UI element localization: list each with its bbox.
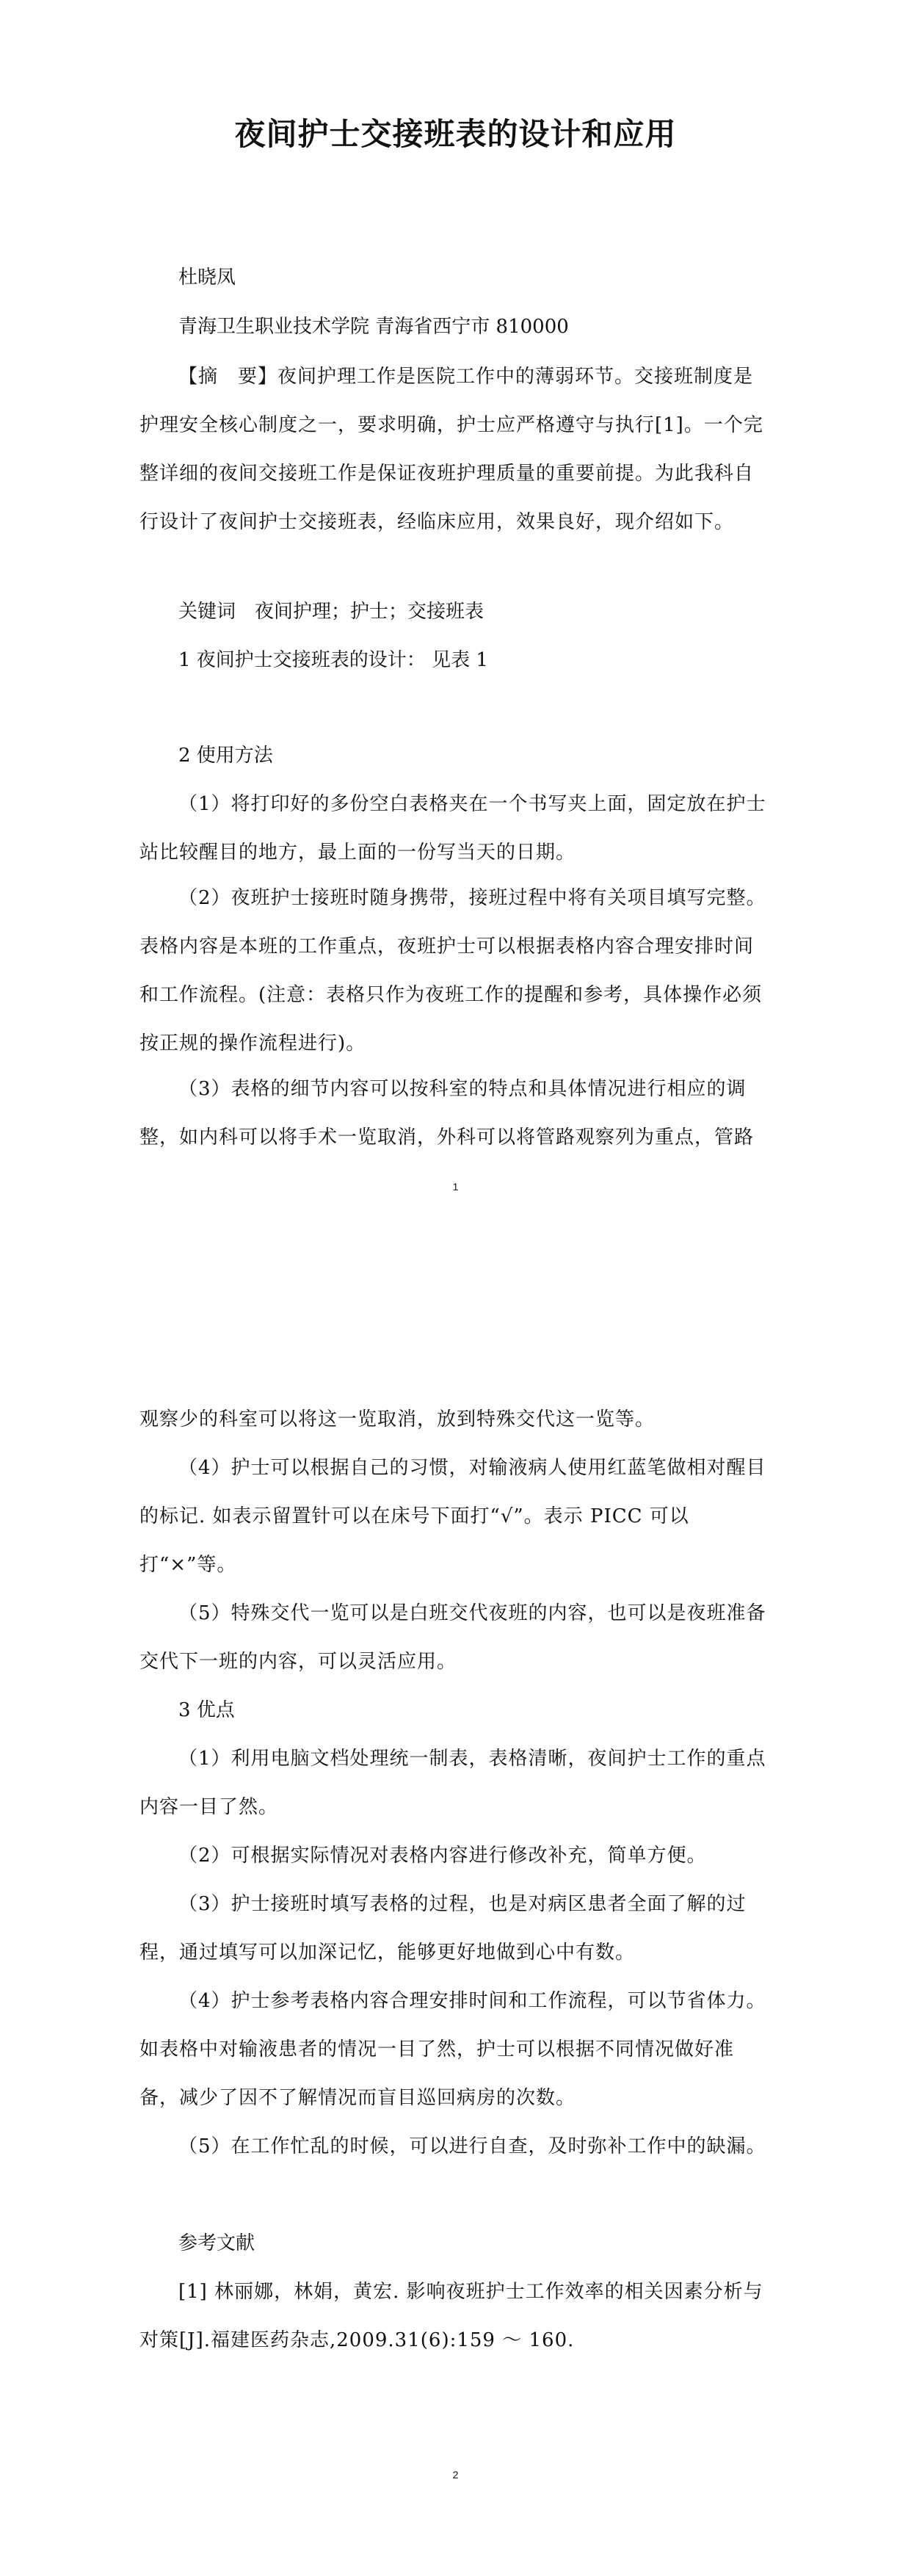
usage-item-2: （2）夜班护士接班时随身携带，接班过程中将有关项目填写完整。表格内容是本班的工作重点，夜班护士可以根据表格内容合理安排时间和工作流程。(注意：表格只作为夜班工作的提醒和参考，具体操作必须按正规的操作流程进行)。 <box>139 887 766 1054</box>
affiliation: 青海卫生职业技术学院 青海省西宁市 810000 <box>178 316 569 338</box>
advantage-item-2: （2）可根据实际情况对表格内容进行修改补充，简单方便。 <box>178 1845 707 1867</box>
usage-item-3-part-2: 观察少的科室可以将这一览取消，放到特殊交代这一览等。 <box>139 1408 656 1430</box>
usage-item-1: （1）将打印好的多份空白表格夹在一个书写夹上面，固定放在护士站比较醒目的地方，最上面的一份写当天的日期。 <box>139 793 766 864</box>
references-heading: 参考文献 <box>178 2232 255 2254</box>
advantage-item-1: （1）利用电脑文档处理统一制表，表格清晰，夜间护士工作的重点内容一目了然。 <box>139 1748 766 1818</box>
usage-item-5: （5）特殊交代一览可以是白班交代夜班的内容，也可以是夜班准备交代下一班的内容，可以灵活应用。 <box>139 1602 766 1673</box>
page-number: 1 <box>452 1181 459 1193</box>
page-2 <box>0 1288 911 2576</box>
author-name: 杜晓凤 <box>178 267 236 289</box>
paper-title: 夜间护士交接班表的设计和应用 <box>234 116 677 152</box>
page-number: 2 <box>452 2469 459 2481</box>
usage-item-3-part-1: （3）表格的细节内容可以按科室的特点和具体情况进行相应的调整，如内科可以将手术一览取消，外科可以将管路观察列为重点，管路 <box>139 1078 755 1148</box>
reference-1: [1] 林丽娜，林娟，黄宏. 影响夜班护士工作效率的相关因素分析与对策[J].福建医药杂志,2009.31(6):159 ～ 160. <box>139 2281 763 2351</box>
abstract: 【摘 要】夜间护理工作是医院工作中的薄弱环节。交接班制度是护理安全核心制度之一，要求明确，护士应严格遵守与执行[1]。一个完整详细的夜间交接班工作是保证夜班护理质量的重要前提。为此我科自行设计了夜间护士交接班表，经临床应用，效果良好，现介绍如下。 <box>139 366 763 533</box>
keywords: 关键词 夜间护理；护士；交接班表 <box>178 601 484 623</box>
section-1-heading: 1 夜间护士交接班表的设计： 见表 1 <box>178 649 488 671</box>
advantage-item-5: （5）在工作忙乱的时候，可以进行自查，及时弥补工作中的缺漏。 <box>178 2135 766 2157</box>
advantage-item-3: （3）护士接班时填写表格的过程，也是对病区患者全面了解的过程，通过填写可以加深记忆，能够更好地做到心中有数。 <box>139 1893 747 1964</box>
usage-item-4: （4）护士可以根据自己的习惯，对输液病人使用红蓝笔做相对醒目的标记. 如表示留置针可以在床号下面打“√”。表示 PICC 可以打“×”等。 <box>139 1457 766 1576</box>
section-2-heading: 2 使用方法 <box>178 745 273 767</box>
advantage-item-4: （4）护士参考表格内容合理安排时间和工作流程，可以节省体力。如表格中对输液患者的情况一目了然，护士可以根据不同情况做好准备，减少了因不了解情况而盲目巡回病房的次数。 <box>139 1990 766 2109</box>
section-3-heading: 3 优点 <box>178 1699 235 1721</box>
